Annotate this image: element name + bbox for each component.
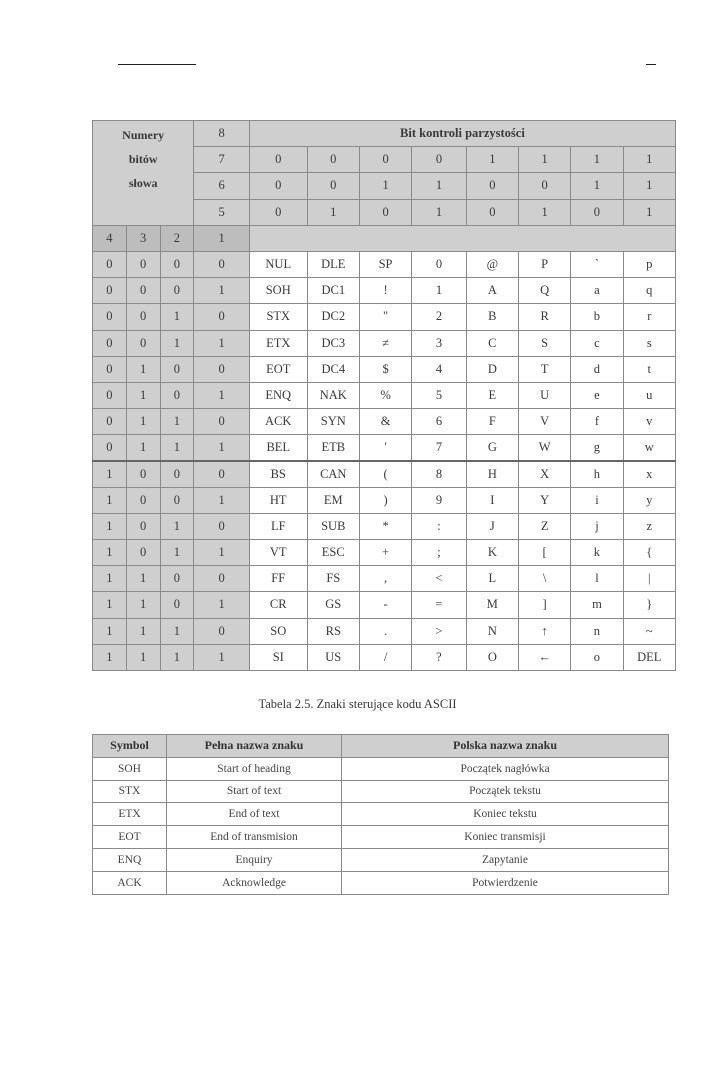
row-bit-cell: 0 [194,618,250,644]
character-cell: STX [249,304,307,330]
character-cell: R [518,304,570,330]
control-table-cell: Start of heading [167,757,342,780]
table-row [93,566,676,592]
character-cell: - [359,592,411,618]
character-cell: SYN [307,409,359,435]
character-cell: x [623,461,675,487]
low-bit-header-cell: 3 [126,225,160,251]
character-cell: 3 [412,330,466,356]
character-cell: SO [249,618,307,644]
character-cell: O [466,644,518,670]
table-row [93,356,676,382]
character-cell: V [518,409,570,435]
character-cell: P [518,251,570,277]
row-bit-cell: 1 [194,382,250,408]
bit-value-cell: 0 [466,173,518,199]
bit-value-cell: 0 [571,199,623,225]
character-cell: DC1 [307,278,359,304]
character-cell: J [466,513,518,539]
bit-value-cell: 1 [359,173,411,199]
bit-value-cell: 1 [623,147,675,173]
character-cell: f [571,409,623,435]
table-row [93,618,676,644]
row-bit-cell: 1 [126,592,160,618]
character-cell: K [466,540,518,566]
control-table-cell: Enquiry [167,848,342,871]
character-cell: ( [359,461,411,487]
character-cell: U [518,382,570,408]
character-cell: FS [307,566,359,592]
row-bit-cell: 0 [160,356,194,382]
low-bit-header-cell: 4 [93,225,127,251]
row-bit-cell: 1 [160,409,194,435]
table-row [93,803,669,826]
control-table-cell: Zapytanie [342,848,669,871]
character-cell: F [466,409,518,435]
table-row [93,461,676,487]
row-bit-cell: 0 [194,461,250,487]
row-bit-cell: 1 [93,461,127,487]
character-cell: FF [249,566,307,592]
row-bit-cell: 0 [93,435,127,461]
word-bits-label-line: Numery [122,128,165,142]
character-cell: h [571,461,623,487]
character-cell: 6 [412,409,466,435]
row-bit-cell: 0 [93,251,127,277]
bit-value-cell: 1 [412,199,466,225]
character-cell: s [623,330,675,356]
row-bit-cell: 1 [93,487,127,513]
control-table-header-row [93,735,669,758]
row-bit-cell: 0 [126,278,160,304]
character-cell: HT [249,487,307,513]
table-row [93,871,669,894]
character-cell: ? [412,644,466,670]
control-table-cell: STX [93,780,167,803]
character-cell: GS [307,592,359,618]
character-cell: M [466,592,518,618]
character-cell: g [571,435,623,461]
row-bit-cell: 0 [160,592,194,618]
character-cell: H [466,461,518,487]
table-row [93,409,676,435]
character-cell: ~ [623,618,675,644]
character-cell: D [466,356,518,382]
header-rule-left [118,64,196,65]
bit-value-cell: 1 [412,173,466,199]
character-cell: 2 [412,304,466,330]
row-bit-cell: 0 [126,251,160,277]
character-cell: E [466,382,518,408]
character-cell: BS [249,461,307,487]
row-bit-cell: 1 [160,513,194,539]
character-cell: i [571,487,623,513]
control-table-cell: Koniec transmisji [342,826,669,849]
control-table-cell: End of transmision [167,826,342,849]
ascii-table-body [93,251,676,670]
bit-number-cell: 5 [194,199,250,225]
character-cell: B [466,304,518,330]
control-characters-table [92,734,669,895]
table-row [93,382,676,408]
bit-number-cell: 8 [194,121,250,147]
row-bit-cell: 1 [194,487,250,513]
character-cell: VT [249,540,307,566]
character-cell: $ [359,356,411,382]
row-bit-cell: 1 [160,330,194,356]
control-table-cell: Acknowledge [167,871,342,894]
character-cell: EM [307,487,359,513]
header-rule-right [646,64,656,65]
character-cell: G [466,435,518,461]
bit-value-cell: 0 [466,199,518,225]
character-cell: ESC [307,540,359,566]
row-bit-cell: 1 [194,592,250,618]
character-cell: t [623,356,675,382]
row-bit-cell: 0 [93,304,127,330]
row-bit-cell: 1 [126,644,160,670]
character-cell: j [571,513,623,539]
row-bit-cell: 0 [160,251,194,277]
table-row [93,487,676,513]
row-bit-cell: 1 [126,356,160,382]
character-cell: l [571,566,623,592]
character-cell: ' [359,435,411,461]
character-cell: p [623,251,675,277]
table-row [93,304,676,330]
character-cell: o [571,644,623,670]
bit-value-cell: 1 [623,199,675,225]
character-cell: 0 [412,251,466,277]
character-cell: > [412,618,466,644]
column-header-symbol: Symbol [93,735,167,758]
parity-bit-label: Bit kontroli parzystości [249,121,675,147]
control-table-cell: ENQ [93,848,167,871]
character-cell: DC3 [307,330,359,356]
row-bit-cell: 1 [126,566,160,592]
character-cell: e [571,382,623,408]
character-cell: L [466,566,518,592]
table-row [93,251,676,277]
control-table-cell: SOH [93,757,167,780]
row-bit-cell: 1 [160,618,194,644]
character-cell: { [623,540,675,566]
ascii-table-header [93,121,676,252]
row-bit-cell: 0 [194,409,250,435]
bit-value-cell: 0 [359,199,411,225]
character-cell: US [307,644,359,670]
column-header-full-name: Pełna nazwa znaku [167,735,342,758]
bit-number-cell: 7 [194,147,250,173]
control-table-cell: Start of text [167,780,342,803]
character-cell: SOH [249,278,307,304]
bit-value-cell: 1 [307,199,359,225]
row-bit-cell: 1 [160,304,194,330]
character-cell: , [359,566,411,592]
row-bit-cell: 0 [126,304,160,330]
bit-value-cell: 1 [518,147,570,173]
character-cell: X [518,461,570,487]
row-bit-cell: 1 [194,644,250,670]
character-cell: ≠ [359,330,411,356]
row-bit-cell: 0 [93,330,127,356]
empty-header-cell [249,225,675,251]
character-cell: . [359,618,411,644]
character-cell: y [623,487,675,513]
word-bits-label-line: słowa [128,176,158,190]
character-cell: ; [412,540,466,566]
bit-value-cell: 0 [307,173,359,199]
row-bit-cell: 0 [126,461,160,487]
bit-header-row [93,121,676,147]
character-cell: NAK [307,382,359,408]
character-cell: } [623,592,675,618]
character-cell: @ [466,251,518,277]
table-row [93,826,669,849]
row-bit-cell: 1 [93,566,127,592]
row-bit-cell: 0 [93,409,127,435]
character-cell: 8 [412,461,466,487]
table-row [93,757,669,780]
character-cell: 5 [412,382,466,408]
table-row [93,330,676,356]
row-bit-cell: 1 [160,435,194,461]
row-bit-cell: 0 [194,513,250,539]
bit-value-cell: 0 [249,199,307,225]
character-cell: Z [518,513,570,539]
character-cell: % [359,382,411,408]
word-bits-label-line: bitów [128,152,158,166]
row-bit-cell: 0 [126,487,160,513]
character-cell: W [518,435,570,461]
character-cell: SUB [307,513,359,539]
character-cell: Y [518,487,570,513]
table-row [93,278,676,304]
control-table-cell: ETX [93,803,167,826]
table-row [93,435,676,461]
column-header-polish-name: Polska nazwa znaku [342,735,669,758]
row-bit-cell: 1 [160,644,194,670]
row-bit-cell: 1 [194,435,250,461]
character-cell: EOT [249,356,307,382]
low-bit-header-cell: 1 [194,225,250,251]
row-bit-cell: 1 [126,435,160,461]
bit-value-cell: 0 [412,147,466,173]
character-cell: \ [518,566,570,592]
character-cell: z [623,513,675,539]
character-cell: RS [307,618,359,644]
table-row [93,513,676,539]
control-table-cell: EOT [93,826,167,849]
control-table-cell: Początek nagłówka [342,757,669,780]
character-cell: < [412,566,466,592]
character-cell: DEL [623,644,675,670]
character-cell: DLE [307,251,359,277]
row-bit-cell: 1 [194,330,250,356]
character-cell: u [623,382,675,408]
control-table-cell: Początek tekstu [342,780,669,803]
character-cell: ↑ [518,618,570,644]
table-row [93,540,676,566]
character-cell: ETX [249,330,307,356]
control-table-body [93,757,669,894]
bit-value-cell: 1 [571,173,623,199]
bit-value-cell: 1 [623,173,675,199]
character-cell: I [466,487,518,513]
bit-value-cell: 1 [518,199,570,225]
character-cell: S [518,330,570,356]
word-bits-label [93,121,194,226]
row-bit-cell: 0 [93,382,127,408]
row-bit-cell: 0 [194,304,250,330]
character-cell: | [623,566,675,592]
row-bit-cell: 1 [126,382,160,408]
character-cell: " [359,304,411,330]
character-cell: ENQ [249,382,307,408]
character-cell: / [359,644,411,670]
row-bit-cell: 0 [93,356,127,382]
table-row [93,780,669,803]
control-table-cell: End of text [167,803,342,826]
character-cell: w [623,435,675,461]
row-bit-cell: 1 [126,618,160,644]
control-table-cell: Potwierdzenie [342,871,669,894]
character-cell: k [571,540,623,566]
row-bit-cell: 1 [194,278,250,304]
row-bit-cell: 0 [160,461,194,487]
row-bit-cell: 1 [93,618,127,644]
row-bit-cell: 0 [194,566,250,592]
row-bit-cell: 1 [93,644,127,670]
character-cell: CAN [307,461,359,487]
character-cell: CR [249,592,307,618]
bit-number-cell: 6 [194,173,250,199]
character-cell: T [518,356,570,382]
character-cell: d [571,356,623,382]
bit-value-cell: 0 [518,173,570,199]
row-bit-cell: 0 [126,513,160,539]
character-cell: ` [571,251,623,277]
low-bit-header-cell: 2 [160,225,194,251]
row-bit-cell: 1 [93,540,127,566]
row-bit-cell: 1 [93,513,127,539]
row-bit-cell: 1 [194,540,250,566]
table-caption: Tabela 2.5. Znaki sterujące kodu ASCII [258,697,457,711]
character-cell: ] [518,592,570,618]
row-bit-cell: 0 [160,382,194,408]
row-bit-cell: 0 [194,251,250,277]
bit-value-cell: 1 [571,147,623,173]
character-cell: & [359,409,411,435]
character-cell: N [466,618,518,644]
character-cell: SP [359,251,411,277]
character-cell: ACK [249,409,307,435]
character-cell: n [571,618,623,644]
character-cell: BEL [249,435,307,461]
low-bit-header-row [93,225,676,251]
row-bit-cell: 1 [160,540,194,566]
character-cell: ) [359,487,411,513]
character-cell: 7 [412,435,466,461]
character-cell: NUL [249,251,307,277]
control-table-cell: Koniec tekstu [342,803,669,826]
row-bit-cell: 0 [160,278,194,304]
character-cell: A [466,278,518,304]
bit-value-cell: 0 [359,147,411,173]
character-cell: 4 [412,356,466,382]
row-bit-cell: 1 [126,409,160,435]
character-cell: 1 [412,278,466,304]
row-bit-cell: 0 [126,540,160,566]
character-cell: + [359,540,411,566]
bit-value-cell: 0 [249,147,307,173]
character-cell: 9 [412,487,466,513]
row-bit-cell: 0 [93,278,127,304]
character-cell: : [412,513,466,539]
character-cell: r [623,304,675,330]
table-row [93,644,676,670]
character-cell: DC4 [307,356,359,382]
character-cell: q [623,278,675,304]
table-row [93,592,676,618]
character-cell: c [571,330,623,356]
character-cell: ← [518,644,570,670]
character-cell: [ [518,540,570,566]
character-cell: C [466,330,518,356]
character-cell: a [571,278,623,304]
character-cell: v [623,409,675,435]
character-cell: LF [249,513,307,539]
bit-value-cell: 0 [249,173,307,199]
table-row [93,848,669,871]
ascii-code-table [92,120,676,671]
row-bit-cell: 0 [194,356,250,382]
row-bit-cell: 0 [126,330,160,356]
character-cell: Q [518,278,570,304]
character-cell: DC2 [307,304,359,330]
row-bit-cell: 1 [93,592,127,618]
bit-value-cell: 1 [466,147,518,173]
character-cell: m [571,592,623,618]
character-cell: = [412,592,466,618]
character-cell: SI [249,644,307,670]
row-bit-cell: 0 [160,566,194,592]
character-cell: b [571,304,623,330]
bit-value-cell: 0 [307,147,359,173]
character-cell: ! [359,278,411,304]
character-cell: * [359,513,411,539]
control-table-cell: ACK [93,871,167,894]
row-bit-cell: 0 [160,487,194,513]
character-cell: ETB [307,435,359,461]
